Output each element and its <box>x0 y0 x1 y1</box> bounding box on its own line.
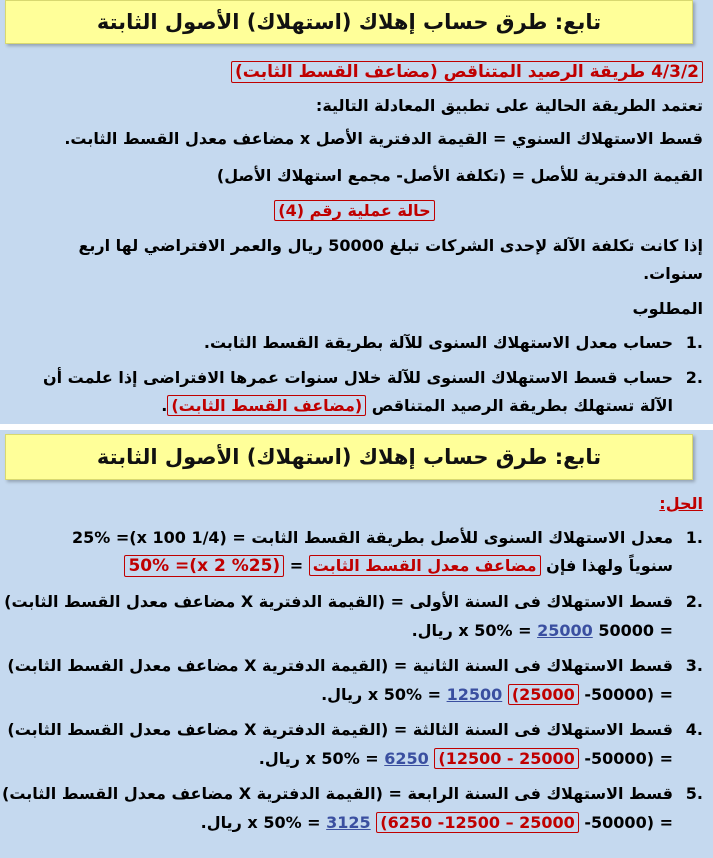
case-text-line-1: إذا كانت تكلفة الآلة لإحدى الشركات تبلغ 50000 ريال والعمر الافتراضي لها اربع <box>78 236 703 255</box>
solution-5-line-1: .5قسط الاستهلاك فى السنة الرابعة = (القيمة الدفترية X مضاعف معدل القسط الثابت) <box>2 784 703 803</box>
solution-1-line-2: سنوياً ولهذا فإن مضاعف معدل القسط الثابت = (25% x 2)= 50% <box>6 556 673 576</box>
case-text-line-2: سنوات. <box>643 264 703 283</box>
requirement-2-line-2: الآلة تستهلك بطريقة الرصيد المتناقص (مضاعف القسط الثابت). <box>161 396 673 415</box>
slide-2 <box>0 430 713 858</box>
intro-text: تعتمد الطريقة الحالية على تطبيق المعادلة التالية: <box>315 96 703 115</box>
solution-2-line-2: = 50000 x 50% = 25000 ريال. <box>411 621 673 640</box>
solution-4-line-1: .4قسط الاستهلاك فى السنة الثالثة = (القيمة الدفترية X مضاعف معدل القسط الثابت) <box>7 720 703 739</box>
solution-4-line-2: = (50000- 25000 - 12500) x 50% = 6250 ريال. <box>258 749 673 768</box>
section-heading: 4/3/2 طريقة الرصيد المتناقص (مضاعف القسط الثابت) <box>6 62 703 82</box>
solution-5-line-2: = (50000- 25000 – 12500- 6250) x 50% = 3125 ريال. <box>200 813 673 832</box>
requirement-1: .1حساب معدل الاستهلاك السنوى للآلة بطريقة القسط الثابت. <box>203 333 703 352</box>
slide-1 <box>0 0 713 424</box>
solution-2-line-1: .2قسط الاستهلاك فى السنة الأولى = (القيمة الدفترية X مضاعف معدل القسط الثابت) <box>4 592 703 611</box>
required-label: المطلوب <box>632 299 703 318</box>
case-title: حالة عملية رقم (4) <box>6 201 703 220</box>
solution-3-line-2: = (50000- 25000) x 50% = 12500 ريال. <box>321 685 673 704</box>
slide-2-title: تابع: طرق حساب إهلاك (استهلاك) الأصول الثابتة <box>5 434 693 480</box>
formula-book-value: القيمة الدفترية للأصل = (تكلفة الأصل- مجمع استهلاك الأصل) <box>216 166 703 185</box>
solution-3-line-1: .3قسط الاستهلاك فى السنة الثانية = (القيمة الدفترية X مضاعف معدل القسط الثابت) <box>7 656 703 675</box>
formula-annual-depreciation: قسط الاستهلاك السنوي = القيمة الدفترية الأصل x مضاعف معدل القسط الثابت. <box>64 129 703 148</box>
solution-label: الحل: <box>659 494 703 513</box>
requirement-2-line-1: .2حساب قسط الاستهلاك السنوى للآلة خلال سنوات عمرها الافتراضى إذا علمت أن <box>42 368 703 387</box>
slide-1-title: تابع: طرق حساب إهلاك (استهلاك) الأصول الثابتة <box>5 0 693 44</box>
solution-1-line-1: .1معدل الاستهلاك السنوى للأصل بطريقة القسط الثابت = (1/4 x 100)= 25% <box>71 528 703 547</box>
